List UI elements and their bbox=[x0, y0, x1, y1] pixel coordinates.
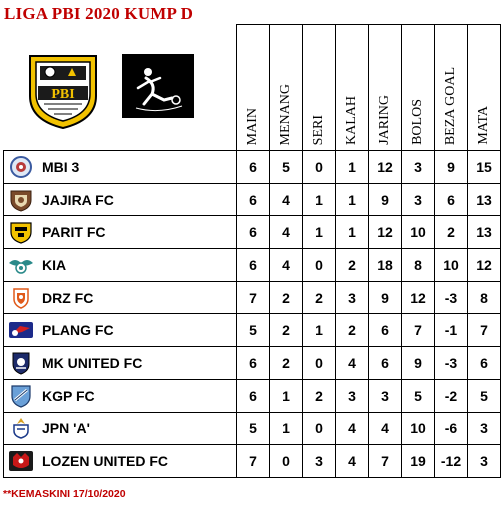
stat-main: 6 bbox=[237, 347, 270, 380]
stat-menang: 4 bbox=[270, 216, 303, 249]
stat-main: 5 bbox=[237, 412, 270, 445]
stat-bolos: 3 bbox=[402, 183, 435, 216]
stat-seri: 1 bbox=[303, 314, 336, 347]
kia-crest-icon bbox=[8, 253, 34, 277]
table-row bbox=[4, 249, 501, 282]
column-header-menang: MENANG bbox=[270, 25, 303, 151]
stat-seri: 0 bbox=[303, 347, 336, 380]
stat-seri: 0 bbox=[303, 151, 336, 184]
stat-mata: 8 bbox=[468, 281, 501, 314]
team-name: KIA bbox=[42, 256, 67, 273]
team-cell bbox=[4, 151, 237, 184]
last-updated-note: **KEMASKINI 17/10/2020 bbox=[3, 488, 126, 500]
column-header-bolos: BOLOS bbox=[402, 25, 435, 151]
standings-table bbox=[3, 24, 501, 478]
stat-beza-goal: -3 bbox=[435, 347, 468, 380]
team-cell bbox=[4, 412, 237, 445]
stat-beza-goal: -2 bbox=[435, 379, 468, 412]
stat-beza-goal: -3 bbox=[435, 281, 468, 314]
stat-jaring: 4 bbox=[369, 412, 402, 445]
stat-menang: 1 bbox=[270, 379, 303, 412]
team-name: DRZ FC bbox=[42, 289, 94, 306]
team-name: JPN 'A' bbox=[42, 420, 90, 437]
stat-mata: 3 bbox=[468, 445, 501, 478]
team-cell bbox=[4, 379, 237, 412]
stat-mata: 12 bbox=[468, 249, 501, 282]
table-row bbox=[4, 412, 501, 445]
stat-bolos: 10 bbox=[402, 412, 435, 445]
stat-kalah: 1 bbox=[336, 216, 369, 249]
stat-beza-goal: 9 bbox=[435, 151, 468, 184]
svg-text:PBI: PBI bbox=[51, 87, 75, 102]
team-cell bbox=[4, 445, 237, 478]
table-row bbox=[4, 445, 501, 478]
stat-main: 6 bbox=[237, 151, 270, 184]
stat-main: 6 bbox=[237, 183, 270, 216]
stat-jaring: 7 bbox=[369, 445, 402, 478]
stat-kalah: 2 bbox=[336, 249, 369, 282]
stat-kalah: 3 bbox=[336, 281, 369, 314]
header-row bbox=[4, 25, 501, 151]
stat-seri: 2 bbox=[303, 379, 336, 412]
stat-bolos: 19 bbox=[402, 445, 435, 478]
stat-bolos: 3 bbox=[402, 151, 435, 184]
team-cell bbox=[4, 249, 237, 282]
table-row bbox=[4, 314, 501, 347]
column-header-mata: MATA bbox=[468, 25, 501, 151]
stat-jaring: 6 bbox=[369, 314, 402, 347]
column-header-jaring: JARING bbox=[369, 25, 402, 151]
team-cell bbox=[4, 281, 237, 314]
team-cell bbox=[4, 216, 237, 249]
lozen-united-crest-icon bbox=[8, 449, 34, 473]
stat-jaring: 12 bbox=[369, 216, 402, 249]
stat-bolos: 8 bbox=[402, 249, 435, 282]
stat-beza-goal: 10 bbox=[435, 249, 468, 282]
table-row bbox=[4, 379, 501, 412]
stat-seri: 0 bbox=[303, 412, 336, 445]
stat-seri: 2 bbox=[303, 281, 336, 314]
stat-menang: 0 bbox=[270, 445, 303, 478]
stat-mata: 15 bbox=[468, 151, 501, 184]
stat-kalah: 4 bbox=[336, 347, 369, 380]
column-header-beza-goal: BEZA GOAL bbox=[435, 25, 468, 151]
stat-main: 7 bbox=[237, 281, 270, 314]
stat-jaring: 12 bbox=[369, 151, 402, 184]
stat-main: 6 bbox=[237, 249, 270, 282]
stat-beza-goal: -6 bbox=[435, 412, 468, 445]
stat-jaring: 6 bbox=[369, 347, 402, 380]
stat-menang: 1 bbox=[270, 412, 303, 445]
column-header-seri: SERI bbox=[303, 25, 336, 151]
stat-menang: 5 bbox=[270, 151, 303, 184]
stat-bolos: 5 bbox=[402, 379, 435, 412]
team-name: LOZEN UNITED FC bbox=[42, 453, 168, 470]
table-row bbox=[4, 281, 501, 314]
stat-mata: 3 bbox=[468, 412, 501, 445]
team-cell bbox=[4, 183, 237, 216]
stat-menang: 2 bbox=[270, 314, 303, 347]
stat-beza-goal: -1 bbox=[435, 314, 468, 347]
header-blank-cell bbox=[4, 25, 237, 151]
jajira-crest-icon bbox=[8, 188, 34, 212]
team-cell bbox=[4, 347, 237, 380]
team-name: PARIT FC bbox=[42, 224, 106, 241]
stat-mata: 13 bbox=[468, 183, 501, 216]
table-row bbox=[4, 183, 501, 216]
stat-jaring: 9 bbox=[369, 183, 402, 216]
jpn-a-crest-icon bbox=[8, 416, 34, 440]
drz-crest-icon bbox=[8, 286, 34, 310]
stat-mata: 7 bbox=[468, 314, 501, 347]
table-row bbox=[4, 347, 501, 380]
stat-mata: 13 bbox=[468, 216, 501, 249]
stat-menang: 4 bbox=[270, 249, 303, 282]
stat-jaring: 9 bbox=[369, 281, 402, 314]
stat-jaring: 18 bbox=[369, 249, 402, 282]
team-name: PLANG FC bbox=[42, 322, 114, 339]
stat-bolos: 7 bbox=[402, 314, 435, 347]
stat-mata: 5 bbox=[468, 379, 501, 412]
table-row bbox=[4, 216, 501, 249]
stat-kalah: 2 bbox=[336, 314, 369, 347]
table-row bbox=[4, 151, 501, 184]
stat-seri: 1 bbox=[303, 183, 336, 216]
team-name: KGP FC bbox=[42, 387, 95, 404]
stat-main: 7 bbox=[237, 445, 270, 478]
stat-kalah: 1 bbox=[336, 183, 369, 216]
plang-crest-icon bbox=[8, 318, 34, 342]
stat-main: 5 bbox=[237, 314, 270, 347]
stat-bolos: 10 bbox=[402, 216, 435, 249]
stat-kalah: 1 bbox=[336, 151, 369, 184]
stat-kalah: 4 bbox=[336, 412, 369, 445]
kgp-crest-icon bbox=[8, 384, 34, 408]
stat-beza-goal: 6 bbox=[435, 183, 468, 216]
stat-beza-goal: -12 bbox=[435, 445, 468, 478]
stat-seri: 0 bbox=[303, 249, 336, 282]
stat-main: 6 bbox=[237, 379, 270, 412]
team-cell bbox=[4, 314, 237, 347]
stat-main: 6 bbox=[237, 216, 270, 249]
team-name: JAJIRA FC bbox=[42, 191, 114, 208]
stat-bolos: 9 bbox=[402, 347, 435, 380]
stat-beza-goal: 2 bbox=[435, 216, 468, 249]
stat-menang: 2 bbox=[270, 281, 303, 314]
mk-united-crest-icon bbox=[8, 351, 34, 375]
stat-seri: 3 bbox=[303, 445, 336, 478]
stat-bolos: 12 bbox=[402, 281, 435, 314]
stat-mata: 6 bbox=[468, 347, 501, 380]
column-header-main: MAIN bbox=[237, 25, 270, 151]
stat-jaring: 3 bbox=[369, 379, 402, 412]
column-header-kalah: KALAH bbox=[336, 25, 369, 151]
team-name: MK UNITED FC bbox=[42, 354, 143, 371]
stat-kalah: 3 bbox=[336, 379, 369, 412]
stat-menang: 2 bbox=[270, 347, 303, 380]
mbi3-crest-icon bbox=[8, 155, 34, 179]
stat-kalah: 4 bbox=[336, 445, 369, 478]
stat-menang: 4 bbox=[270, 183, 303, 216]
parit-crest-icon bbox=[8, 220, 34, 244]
team-name: MBI 3 bbox=[42, 158, 80, 175]
stat-seri: 1 bbox=[303, 216, 336, 249]
page-title: LIGA PBI 2020 KUMP D bbox=[4, 4, 194, 23]
